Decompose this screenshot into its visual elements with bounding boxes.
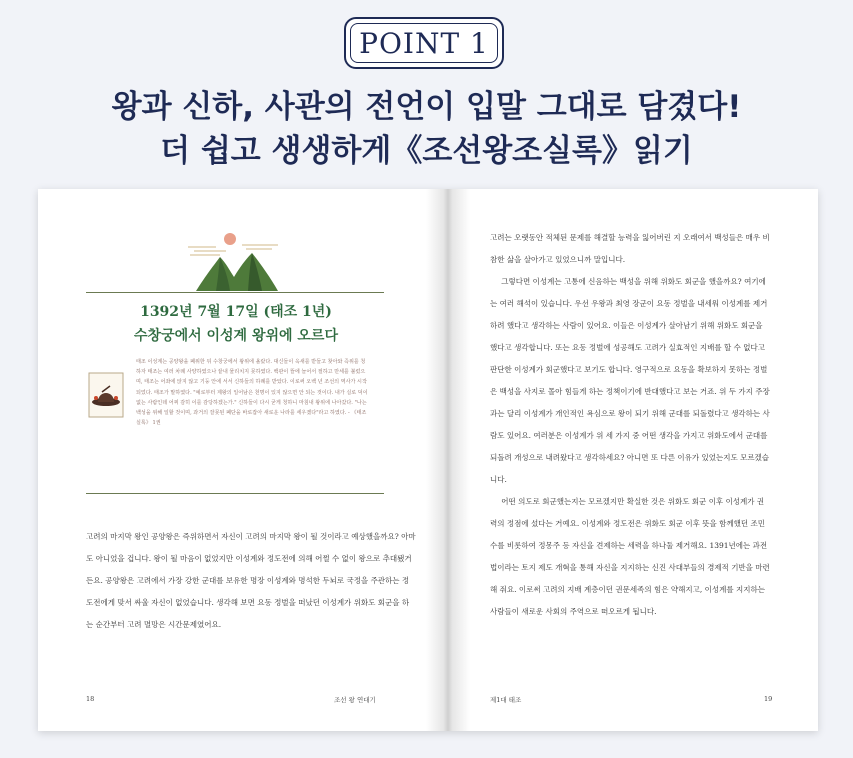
right-paragraph: 고려는 오랫동안 적체된 문제를 해결할 능력을 잃어버린 지 오래여서 백성들은 매우 비참한 삶을 살아가고 있었으니까 말입니다. bbox=[490, 233, 770, 264]
quote-text: 태조 이성계는 공양왕을 폐위한 뒤 수창궁에서 왕위에 올랐다. 대신들이 옥새를 받들고 찾아와 즉위를 청하자 태조는 여러 차례 사양하였으나 끝내 물리치지 못하였다. 백관이 뜰에 늘어서 절하고 만세를 불렀으며, 태조는 어좌에 앉지 않고 기둥 안에 서서 신하들의 하례를 받았다. 이로써 오백 년 조선의 역사가 시작되었다. 태조가 말하였다. "예로부터 제왕의 일어남은 천명이 있지 않으면 안 되는 것이다. 내가 실로 덕이 없는 사람인데 어찌 감히 이를 감당하겠는가." 신하들이 다시 굳게 청하니 마침내 왕위에 나아갔다. "나는 백성을 위해 일할 것이며, 과거의 잘못된 폐단을 바로잡아 새로운 나라를 세우겠다"라고 하였다. - 《태조실록》 1권 bbox=[136, 359, 368, 427]
entry-headline: 수창궁에서 이성계 왕위에 오르다 bbox=[134, 328, 338, 344]
official-hat-icon bbox=[88, 372, 124, 418]
quote-rule-bottom bbox=[86, 493, 384, 494]
badge-label: POINT 1 bbox=[359, 26, 489, 60]
open-book bbox=[38, 189, 818, 731]
left-body-text: 고려의 마지막 왕인 공양왕은 즉위하면서 자신이 고려의 마지막 왕이 될 것이라고 예상했을까요? 아마도 아니었을 겁니다. 왕이 될 마음이 없었지만 이성계와 정도전에 의해 어쩔 수 없이 왕으로 추대됐거든요. 공양왕은 고려에서 가장 강한 군대를 보유한 명장 이성계와 명석한 두뇌로 국정을 주관하는 정도전에게 맞서 싸울 자신이 없었습니다. 생각해 보면 요동 정벌을 떠났던 이성계가 위화도 회군을 하는 순간부터 고려 멸망은 시간문제였어요. bbox=[86, 532, 416, 629]
mountain-sun-illustration bbox=[186, 227, 286, 293]
headline-line-2: 더 쉽고 생생하게《조선왕조실록》읽기 bbox=[160, 133, 693, 169]
left-running-header: 조선 왕 연대기 bbox=[334, 696, 376, 704]
left-page-number: 18 bbox=[86, 695, 95, 703]
right-page-number: 19 bbox=[764, 695, 773, 703]
headline-line-1: 왕과 신하, 사관의 전언이 입말 그대로 담겼다! bbox=[111, 89, 742, 125]
right-paragraph: 어떤 의도로 회군했는지는 모르겠지만 확실한 것은 위화도 회군 이후 이성계가 권력의 정점에 섰다는 거예요. 이성계와 정도전은 위화도 회군 이후 뜻을 함께했던 조민수를 비롯하여 정몽주 등 자신을 견제하는 세력을 하나둘 제거해요. 1391년에는 과전법이라는 토지 제도 개혁을 통해 자신을 지지하는 신진 사대부들의 경제적 기반을 마련해 줘요. 이로써 고려의 지배 계층이던 권문세족의 힘은 약해지고, 이성계를 지지하는 사람들이 새로운 사회의 주역으로 떠오르게 됩니다. bbox=[490, 497, 770, 616]
book-spine bbox=[426, 189, 470, 731]
entry-date-title: 1392년 7월 17일 (태조 1년) bbox=[140, 304, 332, 320]
title-rule-top bbox=[86, 292, 384, 293]
right-paragraph: 그렇다면 이성계는 고통에 신음하는 백성을 위해 위화도 회군을 했을까요? 여기에는 여러 해석이 있습니다. 우선 우왕과 최영 장군이 요동 정벌을 내세워 이성계를 제거하려 했다고 생각하는 사람이 있어요. 이들은 이성계가 살아남기 위해 위화도 회군을 했다고 생각합니다. 또는 요동 정벌에 성공해도 고려가 실효적인 지배를 할 수 없다고 판단한 이성계가 회군했다고 보기도 합니다. 영구적으로 요동을 확보하지 못하는 정벌은 백성을 사지로 몰아 힘들게 하는 정책이기에 반대했다고 보는 거죠. 위 두 가지 주장과는 달리 이성계가 개인적인 욕심으로 왕이 되기 위해 군대를 되돌렸다고 생각하는 사람도 있어요. 여러분은 이성계가 위 세 가지 중 어떤 생각을 가지고 위화도에서 군대를 되돌려 개성으로 내려왔다고 생각하세요? 아니면 또 다른 이유가 있었는지도 모르겠습니다. bbox=[490, 277, 770, 484]
point-badge bbox=[344, 17, 504, 69]
right-body-text bbox=[490, 227, 770, 623]
right-running-header: 제1대 태조 bbox=[490, 696, 522, 704]
